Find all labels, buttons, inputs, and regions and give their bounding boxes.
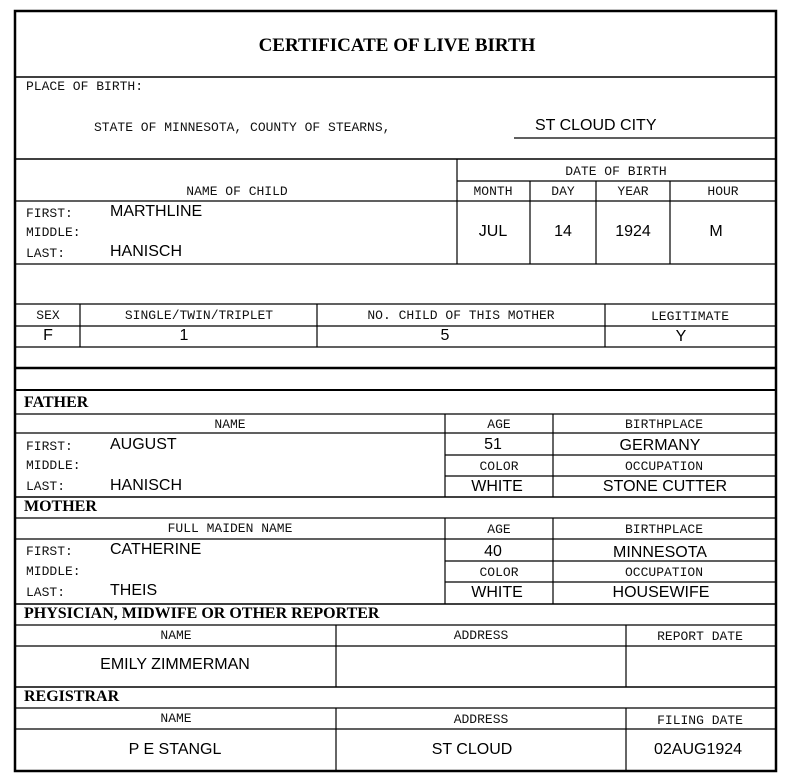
mother-last-name: THEIS <box>110 582 158 599</box>
legitimate-label: LEGITIMATE <box>650 309 730 324</box>
mother-birthplace-value: MINNESOTA <box>613 544 707 561</box>
day-label: DAY <box>551 184 575 199</box>
plurality-label: SINGLE/TWIN/TRIPLET <box>124 308 274 323</box>
father-age-value: 51 <box>484 436 502 453</box>
mother-name-header: FULL MAIDEN NAME <box>167 521 293 536</box>
child-last-label: LAST: <box>26 246 66 261</box>
father-occupation-label: OCCUPATION <box>624 459 704 474</box>
birth-month-value: JUL <box>478 223 508 240</box>
mother-age-value: 40 <box>484 543 502 560</box>
hour-label: HOUR <box>707 184 739 199</box>
father-color-value: WHITE <box>471 478 523 495</box>
mother-middle-label: MIDDLE: <box>26 564 81 579</box>
father-last-label: LAST: <box>26 479 66 494</box>
father-birthplace-label: BIRTHPLACE <box>624 417 704 432</box>
father-occupation-value: STONE CUTTER <box>602 478 728 495</box>
father-color-label: COLOR <box>479 459 519 474</box>
registrar-section-title: REGISTRAR <box>24 688 120 705</box>
mother-occupation-label: OCCUPATION <box>624 565 704 580</box>
child-number-label: NO. CHILD OF THIS MOTHER <box>367 308 555 323</box>
registrar-name-label: NAME <box>160 711 192 726</box>
mother-color-value: WHITE <box>471 584 523 601</box>
child-first-name: MARTHLINE <box>110 203 203 220</box>
father-middle-label: MIDDLE: <box>26 458 81 473</box>
place-of-birth-label: PLACE OF BIRTH: <box>26 79 144 94</box>
birth-hour-value: M <box>709 223 723 240</box>
child-last-name: HANISCH <box>110 243 183 260</box>
birth-year-value: 1924 <box>615 223 651 240</box>
father-section-title: FATHER <box>24 394 89 411</box>
mother-first-name: CATHERINE <box>110 541 202 558</box>
mother-birthplace-label: BIRTHPLACE <box>624 522 704 537</box>
child-middle-label: MIDDLE: <box>26 225 81 240</box>
filing-date-label: FILING DATE <box>657 713 743 728</box>
mother-color-label: COLOR <box>479 565 519 580</box>
filing-date-value: 02AUG1924 <box>653 741 743 758</box>
legitimate-value: Y <box>675 328 687 345</box>
registrar-address-value: ST CLOUD <box>431 741 513 758</box>
physician-name-value: EMILY ZIMMERMAN <box>100 656 250 673</box>
report-date-label: REPORT DATE <box>657 629 743 644</box>
mother-occupation-value: HOUSEWIFE <box>612 584 710 601</box>
month-label: MONTH <box>473 184 513 199</box>
birth-city-value: ST CLOUD CITY <box>535 117 657 134</box>
birth-day-value: 14 <box>554 223 572 240</box>
father-first-name: AUGUST <box>110 436 177 453</box>
mother-section-title: MOTHER <box>24 498 97 515</box>
state-county-text: STATE OF MINNESOTA, COUNTY OF STEARNS, <box>94 120 391 135</box>
child-number-value: 5 <box>440 327 450 344</box>
physician-address-label: ADDRESS <box>453 628 509 643</box>
father-name-header: NAME <box>214 417 246 432</box>
mother-age-label: AGE <box>487 522 511 537</box>
physician-name-label: NAME <box>160 628 192 643</box>
plurality-value: 1 <box>179 327 189 344</box>
physician-section-title: PHYSICIAN, MIDWIFE OR OTHER REPORTER <box>24 605 380 622</box>
father-birthplace-value: GERMANY <box>619 437 701 454</box>
mother-last-label: LAST: <box>26 585 66 600</box>
father-first-label: FIRST: <box>26 439 73 454</box>
date-of-birth-header: DATE OF BIRTH <box>565 164 667 179</box>
year-label: YEAR <box>617 184 649 199</box>
child-name-header: NAME OF CHILD <box>186 184 288 199</box>
registrar-name-value: P E STANGL <box>128 741 222 758</box>
sex-label: SEX <box>36 308 60 323</box>
mother-first-label: FIRST: <box>26 544 73 559</box>
child-first-label: FIRST: <box>26 206 73 221</box>
father-last-name: HANISCH <box>110 477 183 494</box>
father-age-label: AGE <box>487 417 511 432</box>
certificate-title: CERTIFICATE OF LIVE BIRTH <box>258 35 536 56</box>
registrar-address-label: ADDRESS <box>453 712 509 727</box>
sex-value: F <box>43 327 53 344</box>
